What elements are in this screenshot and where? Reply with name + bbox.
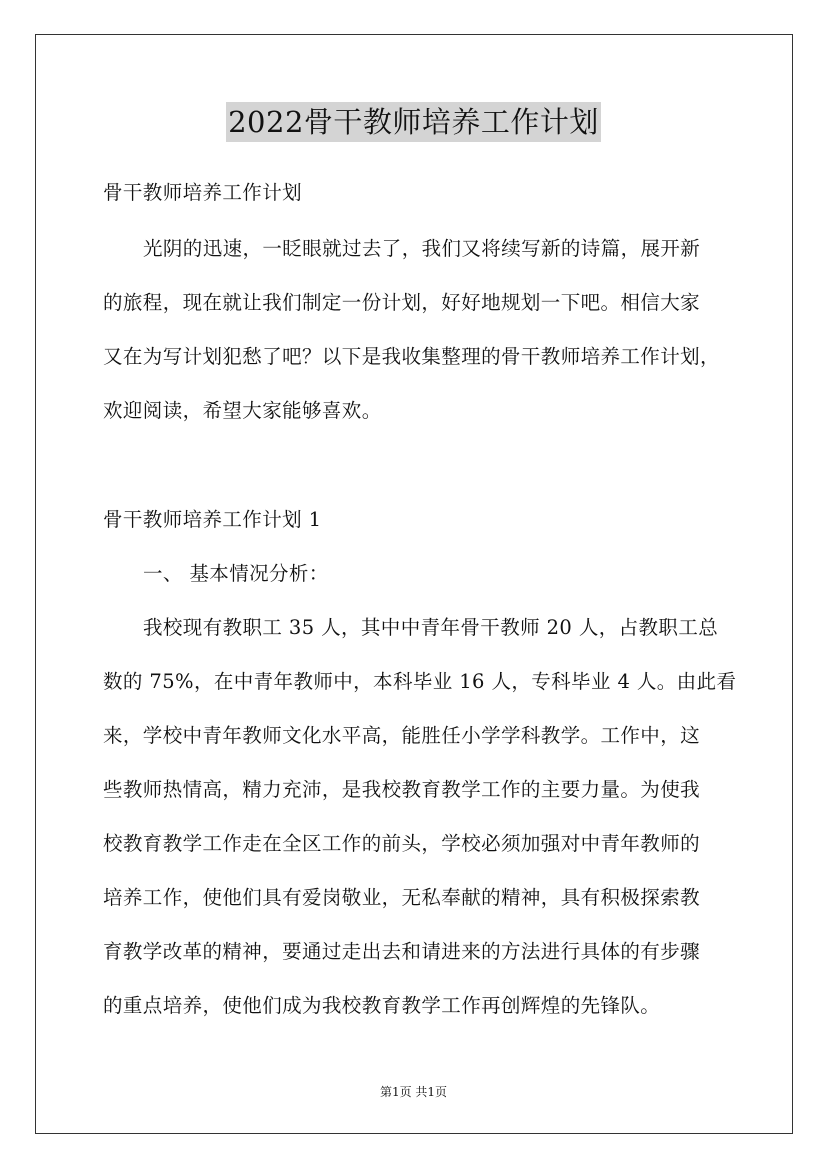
body-line: 校教育教学工作走在全区工作的前头，学校必须加强对中青年教师的 <box>103 832 701 855</box>
intro-line: 又在为写计划犯愁了吧？以下是我收集整理的骨干教师培养工作计划， <box>103 345 720 368</box>
body-line: 育教学改革的精神，要通过走出去和请进来的方法进行具体的有步骤 <box>103 940 701 963</box>
intro-line: 欢迎阅读，希望大家能够喜欢。 <box>103 399 382 422</box>
body-line: 的重点培养，使他们成为我校教育教学工作再创辉煌的先锋队。 <box>103 994 661 1017</box>
body-line: 培养工作，使他们具有爱岗敬业，无私奉献的精神，具有积极探索教 <box>103 886 701 909</box>
document-subtitle: 骨干教师培养工作计划 <box>103 181 303 204</box>
subsection-heading: 一、 基本情况分析： <box>143 562 329 585</box>
section-heading: 骨干教师培养工作计划 1 <box>103 508 322 531</box>
body-line: 我校现有教职工 35 人，其中中青年骨干教师 20 人，占教职工总 <box>143 616 719 639</box>
body-line: 来，学校中青年教师文化水平高，能胜任小学学科教学。工作中，这 <box>103 724 701 747</box>
intro-line: 的旅程，现在就让我们制定一份计划，好好地规划一下吧。相信大家 <box>103 291 701 314</box>
body-line: 数的 75%，在中青年教师中，本科毕业 16 人，专科毕业 4 人。由此看 <box>103 670 737 693</box>
page-number-footer: 第1页 共1页 <box>379 1085 448 1099</box>
document-title: 2022骨干教师培养工作计划 <box>226 102 601 142</box>
intro-line: 光阴的迅速，一眨眼就过去了，我们又将续写新的诗篇，展开新 <box>143 237 701 260</box>
body-line: 些教师热情高，精力充沛，是我校教育教学工作的主要力量。为使我 <box>103 778 701 801</box>
title-container <box>0 102 827 142</box>
